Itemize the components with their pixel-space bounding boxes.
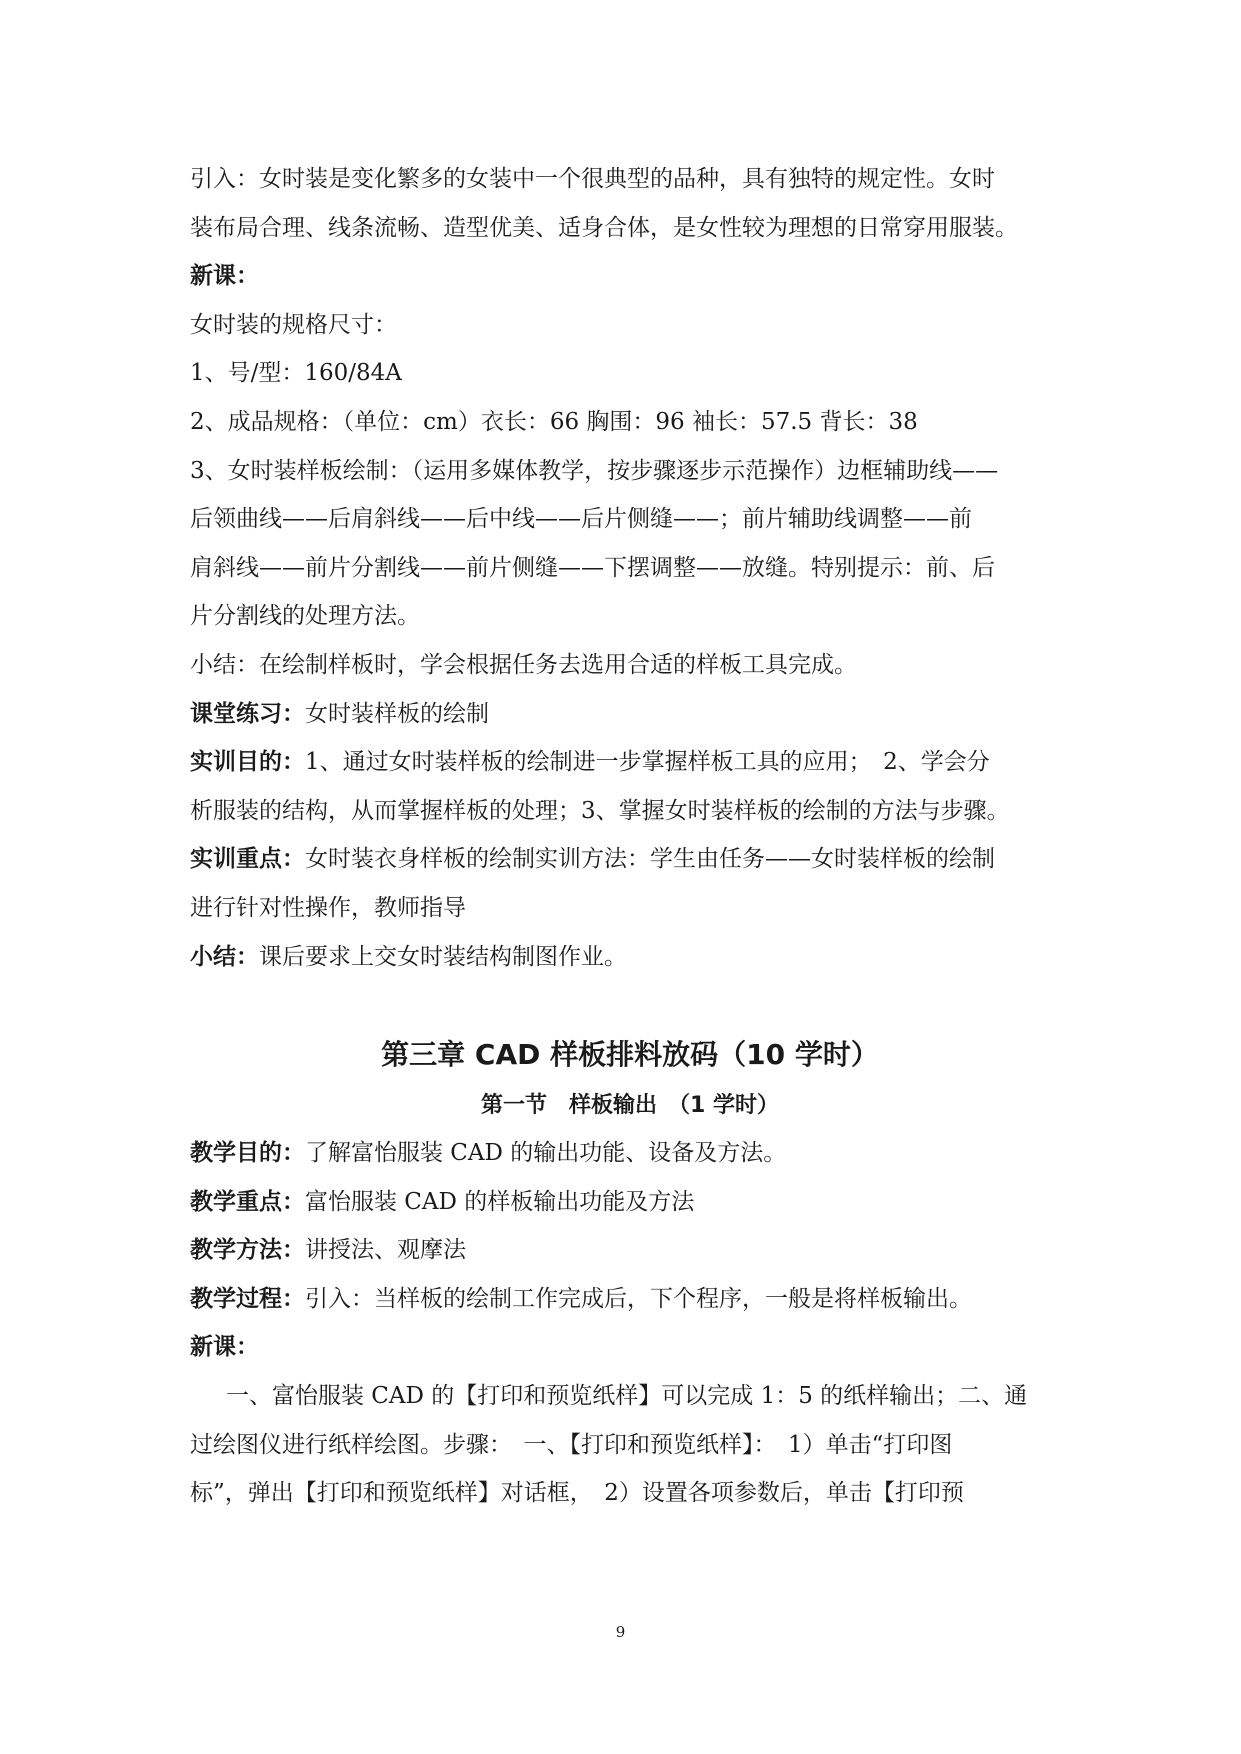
- homework-summary-line: [190, 933, 1070, 982]
- spec-item-3-line-4: 片分割线的处理方法。: [190, 603, 420, 630]
- chapter-title: 第三章 CAD 样板排料放码（10 学时）: [381, 1038, 879, 1072]
- practice-line: [190, 690, 1070, 739]
- focus-line-1: [190, 835, 1070, 884]
- teaching-focus-text: 富怡服装 CAD 的样板输出功能及方法: [305, 1188, 695, 1215]
- practice-text: 女时装样板的绘制: [305, 700, 489, 727]
- intro-line-1: 引入：女时装是变化繁多的女装中一个很典型的品种，具有独特的规定性。女时: [190, 166, 995, 192]
- teaching-process-line: [190, 1275, 1070, 1324]
- homework-summary-text: 课后要求上交女时装结构制图作业。: [259, 943, 627, 970]
- chapter-spacer: [190, 981, 1070, 1027]
- spec-item-2: 2、成品规格：（单位：cm）衣长：66 胸围：96 袖长：57.5 背长：38: [190, 408, 918, 435]
- spec-title: 女时装的规格尺寸：: [190, 311, 397, 338]
- new-lesson-heading: 新课：: [190, 263, 259, 290]
- practice-label: 课堂练习：: [190, 700, 305, 727]
- new-lesson-heading-2: 新课：: [190, 1334, 259, 1361]
- page-content: [190, 155, 1070, 1518]
- body-line-2: 过绘图仪进行纸样绘图。步骤： 一、【打印和预览纸样】： 1）单击“打印图: [190, 1431, 953, 1458]
- teaching-method-line: [190, 1226, 1070, 1275]
- section-title: 第一节 样板输出 （1 学时）: [481, 1093, 779, 1119]
- intro-line-2: 装布局合理、线条流畅、造型优美、适身合体，是女性较为理想的日常穿用服装。: [190, 214, 1018, 241]
- body-line-1: 一、富怡服装 CAD 的【打印和预览纸样】可以完成 1：5 的纸样输出；二、通: [226, 1383, 1028, 1410]
- body-line-3: 标”，弹出【打印和预览纸样】对话框， 2）设置各项参数后，单击【打印预: [190, 1480, 964, 1507]
- purpose-text-1: 1、通过女时装样板的绘制进一步掌握样板工具的应用； 2、学会分: [305, 749, 990, 776]
- purpose-line-1: [190, 738, 1070, 787]
- spec-item-3-line-1: 3、女时装样板绘制：（运用多媒体教学，按步骤逐步示范操作）边框辅助线——: [190, 457, 999, 484]
- page-number: 9: [615, 1623, 626, 1641]
- teaching-purpose-text: 了解富怡服装 CAD 的输出功能、设备及方法。: [305, 1140, 787, 1167]
- teaching-focus-line: [190, 1178, 1070, 1227]
- teaching-purpose-label: 教学目的：: [190, 1140, 305, 1167]
- teaching-method-text: 讲授法、观摩法: [305, 1237, 466, 1264]
- teaching-process-label: 教学过程：: [190, 1285, 305, 1312]
- homework-summary-label: 小结：: [190, 943, 259, 970]
- focus-line-2: 进行针对性操作，教师指导: [190, 894, 466, 921]
- purpose-line-2: 析服装的结构，从而掌握样板的处理；3、掌握女时装样板的绘制的方法与步骤。: [190, 797, 1010, 824]
- teaching-process-text: 引入：当样板的绘制工作完成后，下个程序，一般是将样板输出。: [305, 1285, 972, 1312]
- focus-label: 实训重点：: [190, 846, 305, 873]
- teaching-method-label: 教学方法：: [190, 1237, 305, 1264]
- purpose-label: 实训目的：: [190, 749, 305, 776]
- summary-paragraph: 小结：在绘制样板时，学会根据任务去选用合适的样板工具完成。: [190, 651, 857, 678]
- focus-text-1: 女时装衣身样板的绘制实训方法：学生由任务——女时装样板的绘制: [305, 846, 995, 873]
- teaching-focus-label: 教学重点：: [190, 1188, 305, 1215]
- spec-item-3-line-2: 后领曲线——后肩斜线——后中线——后片侧缝——；前片辅助线调整——前: [190, 506, 972, 533]
- spec-item-3-line-3: 肩斜线——前片分割线——前片侧缝——下摆调整——放缝。特别提示：前、后: [190, 554, 995, 581]
- teaching-purpose-line: [190, 1129, 1070, 1178]
- spec-item-1: 1、号/型：160/84A: [190, 360, 402, 387]
